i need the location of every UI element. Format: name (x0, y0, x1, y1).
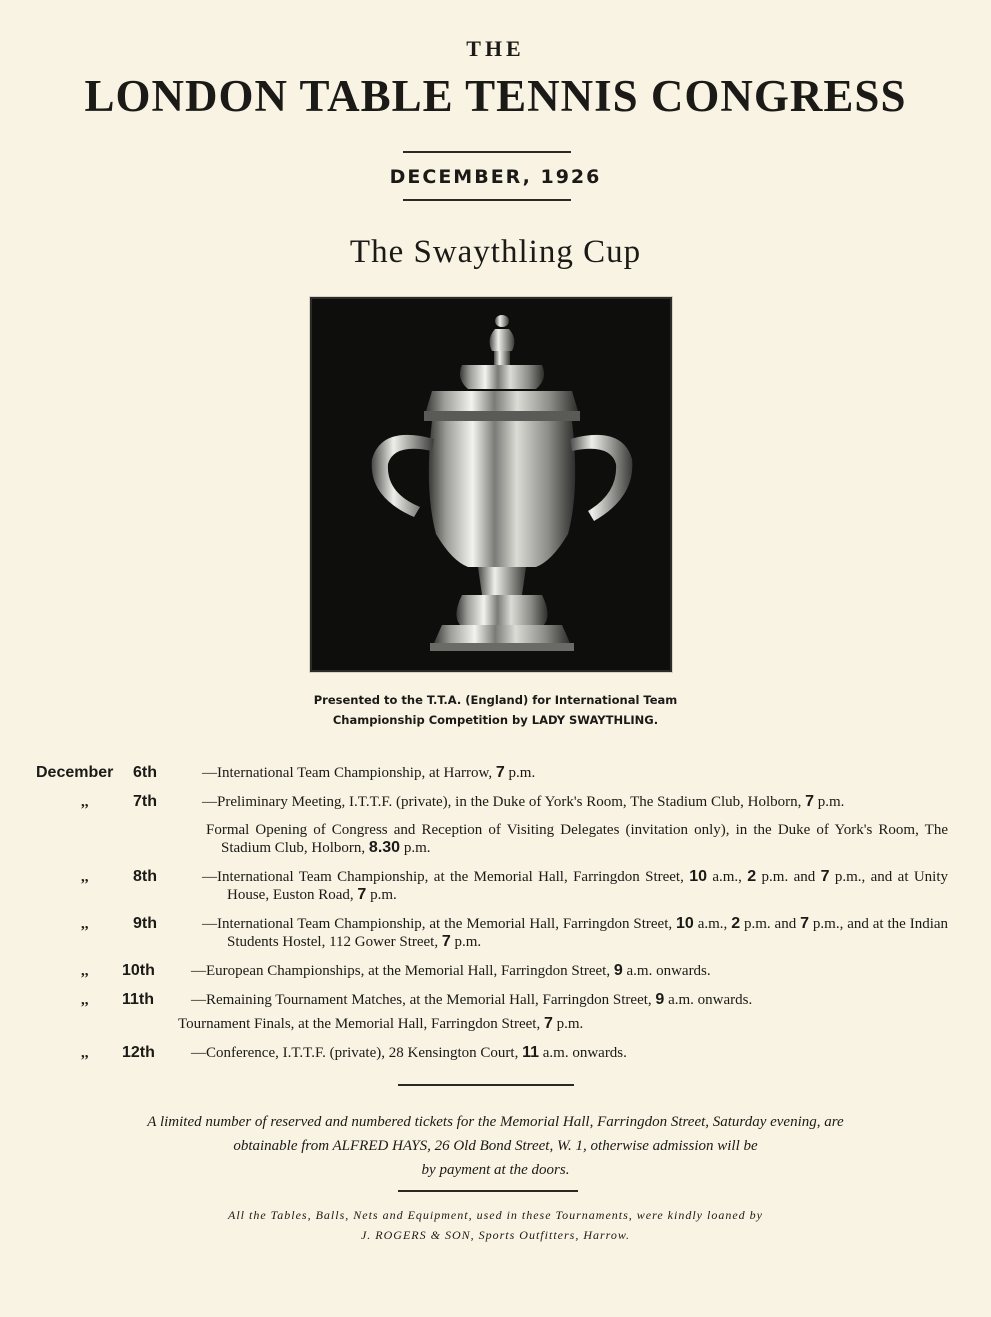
schedule-entry (36, 915, 948, 951)
swaythling-cup-photo (310, 297, 672, 672)
schedule (36, 764, 948, 1073)
schedule-entry (36, 1044, 948, 1062)
schedule-entry (36, 793, 948, 857)
schedule-day: 9th (133, 915, 157, 932)
schedule-description: —International Team Championship, at the Memorial Hall, Farringdon Street, 10 a.m., 2 p.m. and 7 p.m., and at the Indian Students Hostel, 112 Gower Street, 7 p.m. (202, 915, 949, 950)
schedule-entry (36, 764, 948, 782)
loan-line-1: All the Tables, Balls, Nets and Equipment, used in these Tournaments, were kindly loaned by (228, 1208, 763, 1222)
schedule-day: 11th (122, 991, 155, 1008)
schedule-day: 7th (133, 793, 157, 810)
schedule-description: —International Team Championship, at Harrow, 7 p.m. (202, 764, 536, 781)
ditto-mark: ,, (81, 869, 89, 885)
cup-title: The Swaythling Cup (349, 234, 642, 270)
schedule-month: December (36, 764, 114, 781)
ticket-notice (30, 1110, 961, 1182)
ditto-mark: ,, (81, 794, 89, 810)
divider-date (403, 199, 571, 201)
schedule-subentry: Formal Opening of Congress and Reception of Visiting Delegates (invitation only), in the Duke of York's Room, The Stadium Club, Holborn, 8.30 p.m. (206, 822, 948, 856)
equipment-loan-note (100, 1205, 891, 1245)
schedule-day: 12th (122, 1044, 155, 1061)
schedule-description: —Conference, I.T.T.F. (private), 28 Kensington Court, 11 a.m. onwards. (191, 1044, 627, 1061)
divider-top (403, 151, 571, 153)
schedule-entry (36, 991, 948, 1033)
schedule-entry (36, 868, 948, 904)
ditto-mark: ,, (81, 992, 89, 1008)
caption-line-1: Presented to the T.T.A. (England) for International Team (313, 693, 678, 707)
photo-caption (0, 690, 991, 730)
page-title: LONDON TABLE TENNIS CONGRESS (84, 71, 907, 121)
notice-line-2: obtainable from ALFRED HAYS, 26 Old Bond Street, W. 1, otherwise admission will be (233, 1138, 758, 1154)
schedule-entry (36, 962, 948, 980)
ditto-mark: ,, (81, 1045, 89, 1061)
divider-notice (398, 1190, 578, 1192)
ditto-mark: ,, (81, 916, 89, 932)
schedule-day: 6th (133, 764, 157, 781)
divider-schedule (398, 1084, 574, 1086)
caption-line-2: Championship Competition by LADY SWAYTHLING. (332, 713, 659, 727)
notice-line-1: A limited number of reserved and numbered tickets for the Memorial Hall, Farringdon Street, Saturday evening, are (147, 1114, 844, 1130)
notice-line-3: by payment at the doors. (421, 1162, 570, 1178)
schedule-subentry: Tournament Finals, at the Memorial Hall, Farringdon Street, 7 p.m. (178, 1015, 584, 1032)
schedule-day: 8th (133, 868, 157, 885)
title-the: THE (466, 36, 525, 61)
schedule-description: —Remaining Tournament Matches, at the Memorial Hall, Farringdon Street, 9 a.m. onwards. (191, 991, 753, 1008)
schedule-description: —Preliminary Meeting, I.T.T.F. (private), in the Duke of York's Room, The Stadium Club, Holborn, 7 p.m. (202, 793, 845, 810)
event-date: DECEMBER, 1926 (389, 166, 602, 188)
schedule-day: 10th (122, 962, 155, 979)
ditto-mark: ,, (81, 963, 89, 979)
schedule-description: —International Team Championship, at the Memorial Hall, Farringdon Street, 10 a.m., 2 p.m. and 7 p.m., and at Unity House, Euston Road, 7 p.m. (202, 868, 949, 903)
schedule-description: —European Championships, at the Memorial Hall, Farringdon Street, 9 a.m. onwards. (191, 962, 711, 979)
loan-line-2: J. ROGERS & SON, Sports Outfitters, Harrow. (360, 1228, 630, 1242)
